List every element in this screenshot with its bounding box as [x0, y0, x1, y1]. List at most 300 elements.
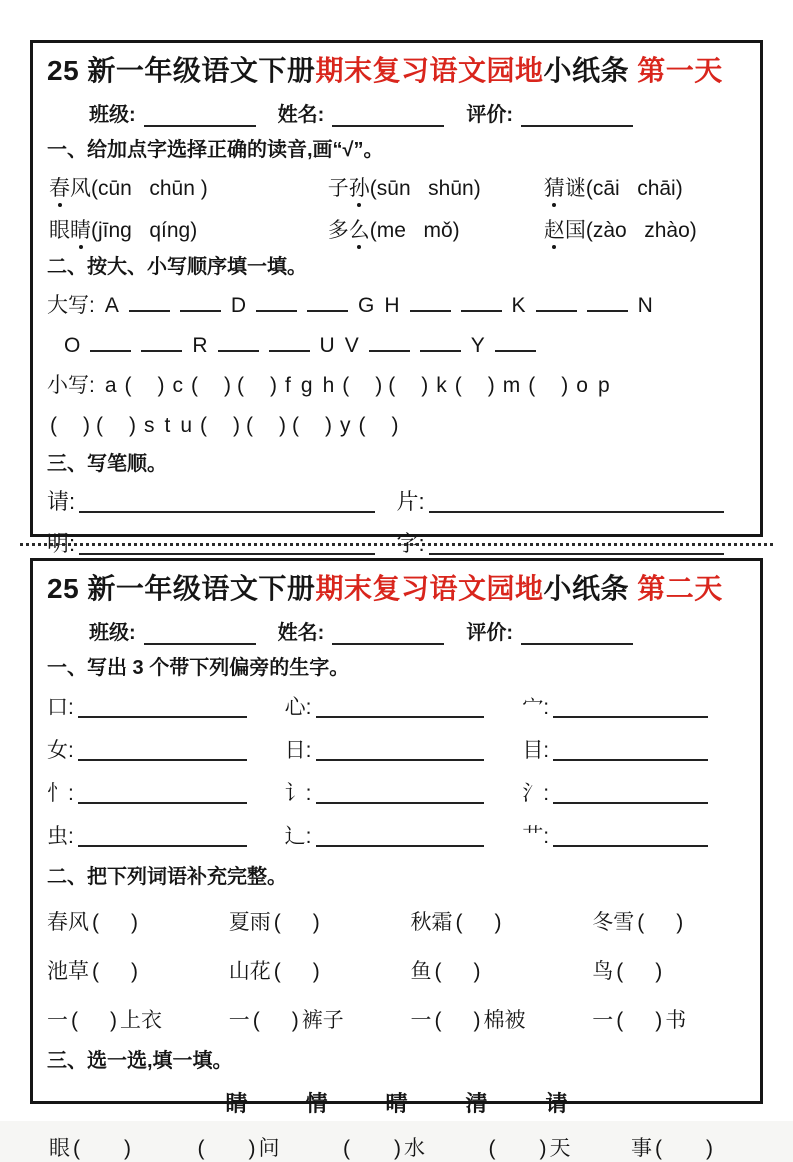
- fill-after: 水: [404, 1137, 425, 1160]
- paren-blank: [528, 371, 568, 401]
- meta-label: 评价:: [466, 104, 514, 126]
- section-heading: 一、给加点字选择正确的读音,画“√”。: [47, 139, 384, 161]
- letter-token: u: [180, 414, 193, 437]
- section-heading: 三、选一选,填一填。: [47, 1050, 233, 1072]
- meta-label: 班级:: [89, 622, 136, 644]
- letter-token: s: [144, 414, 155, 437]
- paren-open: (: [92, 911, 99, 934]
- paren-close: ): [129, 414, 136, 437]
- paren-open: (: [343, 1137, 350, 1160]
- paren-open: (: [616, 1009, 624, 1032]
- radical-answer-line: [316, 759, 485, 761]
- word-before: 一: [228, 1009, 250, 1032]
- paren-open: (: [252, 1009, 260, 1032]
- paren-open: (: [434, 960, 442, 983]
- paren-close: ): [312, 960, 320, 983]
- fill-before: 事: [631, 1137, 652, 1160]
- blank-line: [141, 333, 182, 352]
- paren-close: ): [312, 911, 320, 934]
- meta-blank: [332, 105, 444, 127]
- letter-token: f: [285, 374, 291, 397]
- dotted-char: 么: [348, 219, 370, 242]
- fill-cell: [49, 1132, 134, 1162]
- paren-close: ): [279, 414, 287, 437]
- word-blank: [637, 911, 683, 935]
- stroke-cell: [397, 520, 747, 562]
- fill-row: [47, 1118, 746, 1162]
- paren-close: ): [233, 414, 241, 437]
- section-heading: 一、写出 3 个带下列偏旁的生字。: [47, 657, 350, 679]
- meta-label: 姓名:: [277, 622, 325, 644]
- blank-line: [218, 333, 259, 352]
- choose-option: 晴: [385, 1091, 408, 1116]
- word-cell: [47, 955, 229, 985]
- radical-cell: [522, 768, 746, 811]
- paren-blank: [200, 411, 240, 441]
- alphabet-line: [47, 371, 746, 401]
- worksheet-title: [47, 51, 746, 91]
- fill-blank: [198, 1137, 256, 1161]
- word-before: 夏雨: [228, 911, 271, 934]
- letter-token: A: [104, 294, 119, 317]
- paren-blank: [125, 371, 165, 401]
- word-blank: [274, 911, 320, 935]
- paren-close: ): [473, 960, 481, 983]
- word-cell: [229, 1004, 411, 1034]
- meta-blank: [521, 105, 633, 127]
- radical-label: 女:: [47, 739, 74, 762]
- paren-close: ): [539, 1137, 547, 1160]
- blank-line: [369, 333, 410, 352]
- blank-line: [269, 333, 310, 352]
- section-heading: 二、按大、小写顺序填一填。: [47, 256, 307, 278]
- paren-open: (: [50, 414, 57, 437]
- radical-label: 日:: [284, 739, 312, 762]
- word-cell: [47, 1004, 229, 1034]
- radical-cell: [47, 811, 285, 854]
- worksheet-title: [47, 569, 746, 609]
- radical-cell: [285, 811, 523, 854]
- paren-open: (: [655, 1137, 662, 1160]
- radical-label: 虫:: [47, 825, 74, 848]
- radical-row: [47, 768, 746, 811]
- plain-char: 国: [564, 219, 586, 242]
- letter-token: y: [340, 414, 351, 437]
- paren-open: (: [273, 911, 281, 934]
- alphabet-line: [47, 331, 746, 361]
- fill-blank: [73, 1137, 131, 1161]
- paren-blank: [342, 371, 382, 401]
- meta-blank: [332, 623, 444, 645]
- letter-token: k: [436, 374, 447, 397]
- radical-label: 艹:: [522, 825, 550, 848]
- alphabet-line: [47, 411, 746, 441]
- letter-token: a: [104, 374, 117, 397]
- radical-answer-line: [553, 759, 708, 761]
- radical-label: 口:: [47, 696, 74, 719]
- word-before: 一: [47, 1009, 68, 1032]
- paren-open: (: [292, 414, 300, 437]
- paren-open: (: [637, 911, 645, 934]
- word-before: 秋霜: [410, 911, 453, 934]
- paren-close: ): [291, 1009, 299, 1032]
- paren-open: (: [92, 960, 99, 983]
- stroke-row: [47, 520, 746, 562]
- reading-item: [544, 218, 746, 244]
- meta-field: [466, 98, 633, 127]
- blank-line: [307, 293, 348, 312]
- word-before: 鸟: [592, 960, 614, 983]
- stroke-label: 明:: [47, 531, 76, 556]
- paren-close: ): [110, 1009, 117, 1032]
- letter-token: D: [230, 294, 247, 317]
- plain-char: 谜: [564, 177, 586, 200]
- paren-blank: [292, 411, 332, 441]
- paren-close: ): [83, 414, 90, 437]
- title-part: 第一天: [628, 55, 723, 86]
- paren-open: (: [358, 414, 366, 437]
- pinyin-options: (zào zhào): [585, 219, 697, 242]
- meta-label: 评价:: [466, 622, 514, 644]
- radical-label: 辶:: [284, 825, 312, 848]
- stroke-cell: [397, 478, 747, 520]
- radical-label: 忄:: [47, 782, 74, 805]
- word-blank: [434, 1009, 480, 1033]
- stroke-label: 字:: [396, 531, 425, 556]
- dotted-char: 孙: [348, 177, 370, 200]
- paren-close: ): [561, 374, 569, 397]
- word-before: 鱼: [410, 960, 432, 983]
- paren-open: (: [434, 1009, 442, 1032]
- fill-cell: [631, 1132, 716, 1162]
- blank-line: [90, 333, 131, 352]
- fill-cell: [486, 1132, 571, 1162]
- paren-blank: [455, 371, 495, 401]
- word-cell: [410, 1004, 592, 1034]
- pinyin-options: (me mǒ): [369, 219, 460, 242]
- stroke-answer-line: [79, 511, 374, 513]
- reading-item: [49, 218, 328, 244]
- worksheet-day1: [30, 40, 763, 556]
- paren-close: ): [375, 374, 383, 397]
- dotted-char: 春: [49, 177, 70, 200]
- paren-open: (: [528, 374, 536, 397]
- letter-token: U: [319, 334, 335, 357]
- word-blank: [616, 1009, 662, 1033]
- word-row: [47, 891, 746, 940]
- meta-label: 班级:: [89, 104, 136, 126]
- pinyin-options: (sūn shūn): [369, 177, 481, 200]
- radical-cell: [285, 725, 523, 768]
- paren-close: ): [706, 1137, 713, 1160]
- paren-close: ): [655, 1009, 663, 1032]
- fill-cell: [340, 1132, 425, 1162]
- radical-answer-line: [78, 802, 247, 804]
- word-after: 裤子: [301, 1009, 344, 1032]
- paren-close: ): [655, 960, 663, 983]
- letter-token: K: [511, 294, 526, 317]
- meta-blank: [521, 623, 633, 645]
- radical-answer-line: [316, 845, 485, 847]
- stroke-label: 片:: [396, 489, 425, 514]
- radical-label: 心:: [284, 696, 312, 719]
- word-cell: [592, 906, 746, 936]
- word-after: 棉被: [483, 1009, 526, 1032]
- radical-answer-line: [553, 716, 708, 718]
- meta-field: [89, 616, 256, 645]
- letter-token: t: [164, 414, 171, 437]
- meta-field: [466, 616, 633, 645]
- reading-item: [328, 218, 544, 244]
- paren-close: ): [487, 374, 495, 397]
- fill-before: 眼: [49, 1137, 70, 1160]
- word-cell: [229, 906, 411, 936]
- paren-close: ): [248, 1137, 256, 1160]
- blank-line: [129, 293, 170, 312]
- pinyin-options: (cūn chūn ): [91, 177, 208, 200]
- radical-answer-line: [316, 802, 485, 804]
- radical-label: 氵:: [522, 782, 550, 805]
- word-before: 一: [410, 1009, 432, 1032]
- reading-item: [49, 176, 328, 202]
- paren-close: ): [157, 374, 165, 397]
- section-heading: 三、写笔顺。: [47, 453, 167, 475]
- word-cell: [410, 906, 592, 936]
- radical-row: [47, 725, 746, 768]
- paren-close: ): [391, 414, 399, 437]
- title-part: 25 新一年级语文下册: [47, 55, 316, 86]
- radical-cell: [522, 811, 746, 854]
- word-blank: [616, 960, 662, 984]
- radical-row: [47, 811, 746, 854]
- stroke-row: [47, 478, 746, 520]
- meta-blank: [144, 105, 256, 127]
- word-blank: [455, 911, 501, 935]
- word-after: 书: [665, 1009, 687, 1032]
- plain-char: 多: [327, 219, 349, 242]
- title-part: 小纸条: [543, 55, 629, 86]
- fill-after: 问: [258, 1137, 280, 1160]
- radical-cell: [522, 682, 746, 725]
- paren-close: ): [473, 1009, 481, 1032]
- title-part: 小纸条: [543, 573, 629, 604]
- section-heading: 二、把下列词语补充完整。: [47, 866, 287, 888]
- choose-option: 睛: [225, 1091, 248, 1116]
- radical-cell: [47, 682, 285, 725]
- fill-blank: [655, 1137, 713, 1161]
- paren-open: (: [454, 374, 462, 397]
- letter-token: c: [172, 374, 184, 397]
- radical-cell: [47, 768, 285, 811]
- title-part: 期末复习语文园地: [315, 573, 544, 604]
- alphabet-line: [47, 291, 746, 321]
- paren-open: (: [96, 414, 103, 437]
- letter-token: R: [192, 334, 208, 357]
- choose-options: [47, 1087, 746, 1118]
- letter-token: h: [322, 374, 335, 397]
- stroke-answer-line: [429, 553, 724, 555]
- word-blank: [253, 1009, 299, 1033]
- cut-line-separator: [20, 543, 773, 546]
- paren-close: ): [676, 911, 684, 934]
- paren-open: (: [273, 960, 281, 983]
- radical-answer-line: [316, 716, 485, 718]
- word-row: [47, 989, 746, 1038]
- fill-blank: [489, 1137, 547, 1161]
- paren-open: (: [455, 911, 463, 934]
- meta-field: [278, 616, 445, 645]
- meta-field: [89, 98, 256, 127]
- blank-line: [536, 293, 577, 312]
- choose-option: 请: [545, 1091, 568, 1116]
- stroke-cell: [47, 478, 397, 520]
- paren-blank: [191, 371, 231, 401]
- plain-char: 子: [327, 177, 349, 200]
- paren-open: (: [124, 374, 132, 397]
- blank-line: [410, 293, 451, 312]
- word-blank: [92, 960, 138, 984]
- letter-token: V: [344, 334, 359, 357]
- letter-token: H: [384, 294, 400, 317]
- radical-cell: [285, 768, 523, 811]
- title-part: 25 新一年级语文下册: [47, 573, 316, 604]
- paren-open: (: [197, 1137, 205, 1160]
- fill-after: 天: [549, 1137, 571, 1160]
- paren-close: ): [131, 911, 138, 934]
- paren-blank: [237, 371, 277, 401]
- paren-close: ): [270, 374, 278, 397]
- paren-open: (: [342, 374, 350, 397]
- paren-close: ): [325, 414, 333, 437]
- worksheet-day2: [30, 558, 763, 1160]
- paren-open: (: [616, 960, 624, 983]
- paren-blank: [50, 411, 90, 441]
- dotted-char: 猜: [543, 177, 565, 200]
- blank-line: [180, 293, 221, 312]
- stroke-answer-line: [79, 553, 374, 555]
- word-cell: [47, 906, 229, 936]
- word-row: [47, 940, 746, 989]
- radical-label: 目:: [522, 739, 550, 762]
- meta-blank: [144, 623, 256, 645]
- radical-label: 宀:: [522, 696, 550, 719]
- word-after: 上衣: [120, 1009, 162, 1032]
- dotted-char: 赵: [543, 219, 565, 242]
- paren-close: ): [421, 374, 429, 397]
- paren-blank: [96, 411, 136, 441]
- radical-row: [47, 682, 746, 725]
- blank-line: [256, 293, 297, 312]
- blank-line: [587, 293, 628, 312]
- stroke-cell: [47, 520, 397, 562]
- letter-token: O: [64, 334, 81, 357]
- dotted-char: 睛: [70, 219, 91, 242]
- radical-answer-line: [553, 802, 708, 804]
- letter-token: 小写:: [47, 374, 95, 397]
- radical-answer-line: [78, 759, 247, 761]
- paren-open: (: [246, 414, 254, 437]
- letter-token: g: [300, 374, 313, 397]
- plain-char: 眼: [49, 219, 70, 242]
- letter-token: Y: [470, 334, 485, 357]
- radical-answer-line: [78, 845, 247, 847]
- paren-close: ): [494, 911, 502, 934]
- blank-line: [420, 333, 461, 352]
- radical-cell: [522, 725, 746, 768]
- word-blank: [434, 960, 480, 984]
- meta-row: [47, 97, 746, 127]
- paren-blank: [359, 411, 399, 441]
- meta-label: 姓名:: [277, 104, 325, 126]
- letter-token: 大写:: [47, 294, 95, 317]
- paren-open: (: [73, 1137, 80, 1160]
- blank-line: [495, 333, 536, 352]
- letter-token: G: [358, 294, 375, 317]
- paren-open: (: [488, 1137, 496, 1160]
- letter-token: m: [502, 374, 521, 397]
- choose-option: 情: [305, 1091, 328, 1116]
- word-cell: [410, 955, 592, 985]
- letter-token: o: [576, 374, 588, 397]
- paren-open: (: [191, 374, 199, 397]
- word-blank: [274, 960, 320, 984]
- plain-char: 风: [70, 177, 91, 200]
- meta-row: [47, 615, 746, 645]
- word-before: 冬雪: [592, 911, 635, 934]
- paren-blank: [388, 371, 428, 401]
- paren-open: (: [200, 414, 208, 437]
- radical-answer-line: [553, 845, 708, 847]
- reading-grid: [49, 176, 746, 244]
- meta-field: [278, 98, 445, 127]
- stroke-answer-line: [429, 511, 724, 513]
- reading-item: [544, 176, 746, 202]
- paren-open: (: [71, 1009, 78, 1032]
- paren-close: ): [131, 960, 138, 983]
- blank-line: [461, 293, 502, 312]
- paren-close: ): [124, 1137, 131, 1160]
- radical-label: 讠:: [284, 782, 312, 805]
- fill-cell: [195, 1132, 280, 1162]
- word-before: 池草: [47, 960, 89, 983]
- word-cell: [592, 1004, 746, 1034]
- radical-cell: [285, 682, 523, 725]
- word-blank: [71, 1009, 117, 1033]
- letter-token: N: [637, 294, 653, 317]
- word-before: 春风: [47, 911, 89, 934]
- title-part: 期末复习语文园地: [315, 55, 544, 86]
- pinyin-options: (cāi chāi): [585, 177, 683, 200]
- paren-close: ): [394, 1137, 401, 1160]
- paren-blank: [246, 411, 286, 441]
- word-before: 一: [592, 1009, 614, 1032]
- letter-token: p: [597, 374, 610, 397]
- paren-open: (: [237, 374, 245, 397]
- radical-cell: [47, 725, 285, 768]
- choose-option: 清: [465, 1091, 488, 1116]
- paren-open: (: [388, 374, 396, 397]
- stroke-label: 请:: [47, 489, 76, 514]
- word-blank: [92, 911, 138, 935]
- pinyin-options: (jīng qíng): [91, 219, 198, 242]
- paren-close: ): [224, 374, 232, 397]
- title-part: 第二天: [628, 573, 723, 604]
- word-cell: [592, 955, 746, 985]
- fill-blank: [343, 1137, 401, 1161]
- radical-answer-line: [78, 716, 247, 718]
- word-before: 山花: [228, 960, 271, 983]
- reading-item: [328, 176, 544, 202]
